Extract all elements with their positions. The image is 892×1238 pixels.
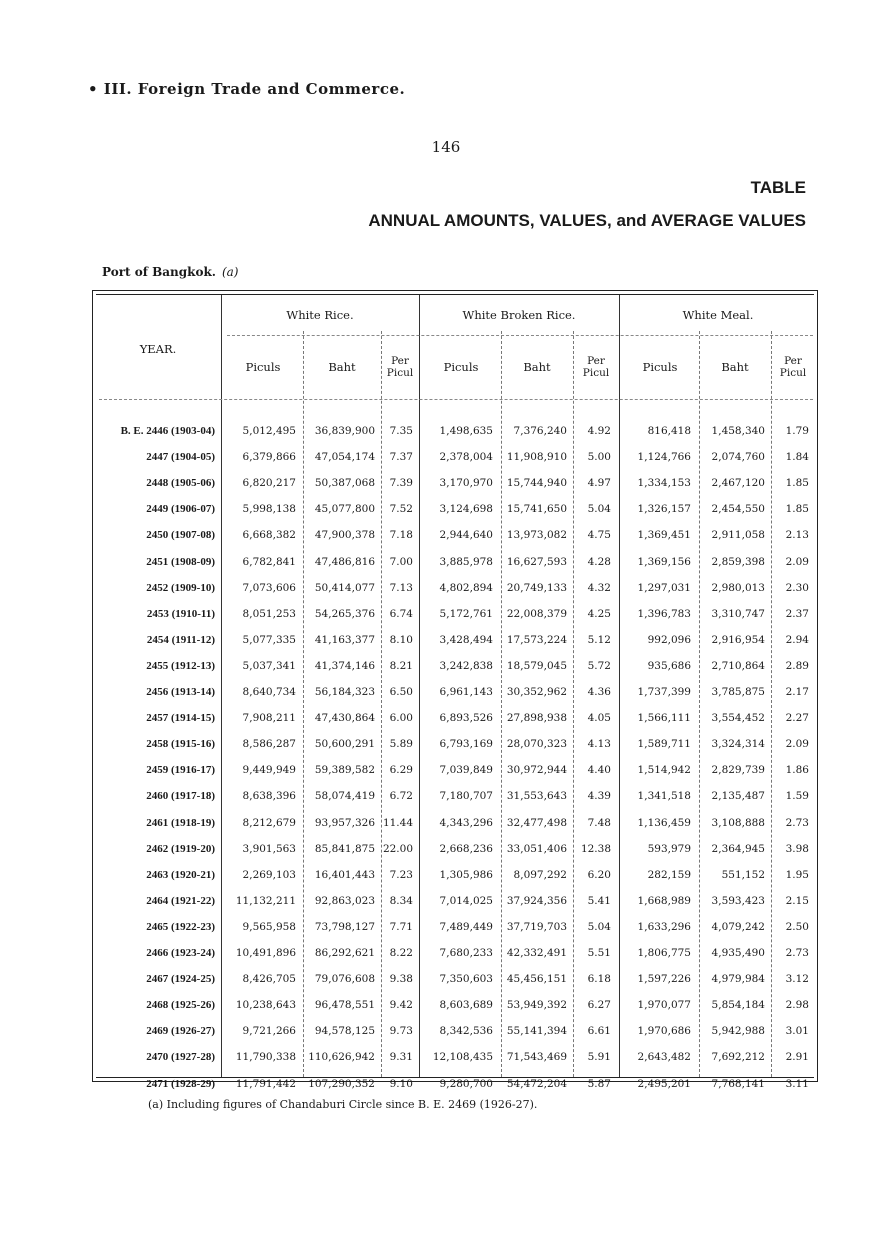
cell-rice-piculs: 9,565,958 [242, 920, 296, 933]
cell-rice-per-picul: 7.13 [389, 581, 413, 594]
cell-meal-piculs: 1,806,775 [637, 947, 691, 959]
cell-broken-per-picul: 5.87 [587, 1077, 611, 1090]
cell-meal-baht: 2,467,120 [711, 477, 765, 490]
sub-header-per-picul: Per Picul [386, 355, 414, 379]
cell-rice-per-picul: 5.89 [389, 738, 413, 751]
sub-header-baht: Baht [328, 360, 356, 374]
cell-meal-piculs: 816,418 [647, 425, 691, 437]
cell-broken-baht: 22,008,379 [506, 607, 567, 620]
cell-meal-piculs: 1,369,451 [637, 529, 691, 542]
cell-broken-baht: 7,376,240 [513, 425, 567, 437]
cell-meal-baht: 551,152 [721, 868, 765, 881]
cell-meal-piculs: 1,136,459 [637, 816, 691, 829]
cell-rice-baht: 92,863,023 [314, 894, 375, 907]
cell-broken-per-picul: 4.32 [587, 581, 611, 594]
cell-broken-per-picul: 4.92 [587, 425, 611, 437]
cell-rice-piculs: 8,426,705 [242, 973, 296, 986]
cell-broken-baht: 15,741,650 [506, 503, 567, 516]
cell-broken-piculs: 7,680,233 [439, 947, 493, 959]
cell-meal-piculs: 992,096 [647, 633, 691, 646]
row-year: 2470 (1927-28) [146, 1051, 215, 1064]
sub-header-per-picul: Per Picul [779, 355, 807, 379]
header-divider [227, 335, 813, 336]
cell-broken-per-picul: 4.39 [587, 790, 611, 803]
cell-rice-per-picul: 7.71 [389, 920, 413, 933]
cell-rice-baht: 50,600,291 [314, 738, 375, 751]
cell-meal-per-picul: 2.27 [785, 712, 809, 725]
cell-meal-piculs: 1,514,942 [637, 764, 691, 777]
row-year: 2460 (1917-18) [146, 790, 215, 803]
cell-broken-piculs: 3,242,838 [439, 659, 493, 672]
cell-meal-piculs: 282,159 [647, 868, 691, 881]
cell-broken-piculs: 5,172,761 [439, 607, 493, 620]
cell-broken-piculs: 2,944,640 [439, 529, 493, 542]
cell-broken-piculs: 4,802,894 [439, 581, 493, 594]
cell-broken-per-picul: 5.04 [587, 920, 611, 933]
cell-broken-baht: 42,332,491 [506, 947, 567, 959]
row-year: 2462 (1919-20) [146, 842, 215, 855]
cell-meal-per-picul: 3.11 [785, 1077, 809, 1090]
cell-rice-baht: 47,900,378 [314, 529, 375, 542]
cell-meal-per-picul: 2.13 [785, 529, 809, 542]
cell-meal-piculs: 1,369,156 [637, 555, 691, 568]
cell-meal-per-picul: 1.86 [785, 764, 809, 777]
cell-rice-per-picul: 8.34 [389, 894, 413, 907]
cell-rice-piculs: 5,012,495 [242, 425, 296, 437]
cell-rice-piculs: 10,491,896 [235, 947, 296, 959]
cell-rice-per-picul: 9.73 [389, 1025, 413, 1038]
sub-header-piculs: Piculs [642, 360, 678, 374]
cell-broken-per-picul: 6.18 [587, 973, 611, 986]
col-divider [699, 331, 700, 1077]
col-divider [303, 331, 304, 1077]
cell-broken-piculs: 6,961,143 [439, 686, 493, 698]
cell-rice-piculs: 10,238,643 [235, 999, 296, 1012]
cell-rice-piculs: 3,901,563 [242, 842, 296, 855]
row-year: 2447 (1904-05) [146, 451, 215, 464]
cell-broken-piculs: 6,793,169 [439, 738, 493, 751]
cell-broken-baht: 8,097,292 [513, 868, 567, 881]
cell-rice-per-picul: 6.50 [389, 686, 413, 698]
cell-broken-baht: 18,579,045 [506, 659, 567, 672]
cell-broken-piculs: 1,305,986 [439, 868, 493, 881]
cell-rice-per-picul: 7.39 [389, 477, 413, 490]
cell-broken-baht: 16,627,593 [506, 555, 567, 568]
cell-rice-baht: 47,054,174 [314, 451, 375, 464]
cell-rice-per-picul: 6.00 [389, 712, 413, 725]
sub-header-per-picul: Per Picul [582, 355, 610, 379]
cell-meal-piculs: 1,668,989 [637, 894, 691, 907]
cell-broken-per-picul: 4.25 [587, 607, 611, 620]
cell-meal-piculs: 1,737,399 [637, 686, 691, 698]
cell-meal-per-picul: 2.30 [785, 581, 809, 594]
cell-meal-piculs: 1,597,226 [637, 973, 691, 986]
cell-rice-baht: 41,374,146 [314, 659, 375, 672]
cell-broken-per-picul: 6.61 [587, 1025, 611, 1038]
cell-meal-per-picul: 2.17 [785, 686, 809, 698]
group-header-white-meal: White Meal. [682, 308, 754, 322]
cell-broken-piculs: 8,603,689 [439, 999, 493, 1012]
cell-rice-piculs: 8,640,734 [242, 686, 296, 698]
cell-rice-piculs: 9,449,949 [242, 764, 296, 777]
col-divider [619, 295, 620, 1077]
cell-meal-baht: 3,785,875 [711, 686, 765, 698]
cell-broken-piculs: 2,378,004 [439, 451, 493, 464]
cell-meal-baht: 3,593,423 [711, 894, 765, 907]
sub-header-piculs: Piculs [443, 360, 479, 374]
table-label: TABLE [750, 178, 806, 197]
row-year: 2448 (1905-06) [146, 477, 215, 490]
port-name: Port of Bangkok. [102, 265, 216, 279]
cell-broken-per-picul: 4.40 [587, 764, 611, 777]
cell-meal-piculs: 1,589,711 [637, 738, 691, 751]
cell-rice-piculs: 8,638,396 [242, 790, 296, 803]
cell-meal-per-picul: 2.94 [785, 633, 809, 646]
row-year: 2450 (1907-08) [146, 529, 215, 542]
cell-broken-baht: 71,543,469 [506, 1051, 567, 1064]
cell-broken-per-picul: 7.48 [587, 816, 611, 829]
row-year: 2449 (1906-07) [146, 503, 215, 516]
cell-meal-baht: 2,710,864 [711, 659, 765, 672]
cell-broken-per-picul: 4.05 [587, 712, 611, 725]
cell-rice-per-picul: 7.18 [389, 529, 413, 542]
cell-rice-per-picul: 7.23 [389, 868, 413, 881]
cell-meal-per-picul: 2.09 [785, 555, 809, 568]
row-year: 2465 (1922-23) [146, 920, 215, 933]
row-year: 2468 (1925-26) [146, 999, 215, 1012]
cell-rice-baht: 94,578,125 [314, 1025, 375, 1038]
row-year: 2461 (1918-19) [146, 816, 215, 829]
cell-meal-baht: 4,079,242 [711, 920, 765, 933]
cell-broken-baht: 31,553,643 [506, 790, 567, 803]
cell-meal-per-picul: 1.84 [785, 451, 809, 464]
cell-meal-baht: 2,074,760 [711, 451, 765, 464]
cell-meal-baht: 2,916,954 [711, 633, 765, 646]
cell-meal-baht: 2,829,739 [711, 764, 765, 777]
cell-meal-per-picul: 3.12 [785, 973, 809, 986]
cell-rice-piculs: 6,668,382 [242, 529, 296, 542]
port-note: (a) [221, 265, 239, 279]
cell-meal-per-picul: 2.89 [785, 659, 809, 672]
row-year: 2459 (1916-17) [146, 764, 215, 777]
cell-meal-per-picul: 1.85 [785, 477, 809, 490]
cell-broken-per-picul: 5.51 [587, 947, 611, 959]
col-divider [501, 331, 502, 1077]
row-year: 2456 (1913-14) [146, 686, 215, 698]
cell-rice-per-picul: 8.21 [389, 659, 413, 672]
cell-broken-baht: 20,749,133 [506, 581, 567, 594]
row-year: 2464 (1921-22) [146, 894, 215, 907]
cell-meal-piculs: 1,970,077 [637, 999, 691, 1012]
cell-rice-baht: 47,430,864 [314, 712, 375, 725]
cell-broken-per-picul: 4.36 [587, 686, 611, 698]
year-header: YEAR. [139, 342, 177, 356]
header-divider [99, 399, 813, 400]
cell-meal-per-picul: 1.95 [785, 868, 809, 881]
cell-meal-piculs: 2,495,201 [637, 1077, 691, 1090]
col-divider [419, 295, 420, 1077]
cell-rice-baht: 58,074,419 [314, 790, 375, 803]
cell-meal-per-picul: 2.91 [785, 1051, 809, 1064]
cell-meal-baht: 7,768,141 [711, 1077, 765, 1090]
cell-meal-piculs: 1,633,296 [637, 920, 691, 933]
cell-broken-piculs: 3,124,698 [439, 503, 493, 516]
cell-rice-per-picul: 11.44 [382, 816, 413, 829]
col-divider [221, 295, 222, 1077]
cell-meal-per-picul: 3.01 [785, 1025, 809, 1038]
cell-broken-per-picul: 4.28 [587, 555, 611, 568]
cell-meal-baht: 3,554,452 [711, 712, 765, 725]
cell-meal-baht: 2,859,398 [711, 555, 765, 568]
cell-rice-piculs: 7,908,211 [242, 712, 296, 725]
cell-rice-per-picul: 7.00 [389, 555, 413, 568]
cell-broken-baht: 37,719,703 [506, 920, 567, 933]
cell-broken-baht: 30,352,962 [506, 686, 567, 698]
cell-rice-baht: 110,626,942 [308, 1051, 375, 1064]
cell-rice-per-picul: 7.37 [389, 451, 413, 464]
cell-rice-baht: 50,387,068 [314, 477, 375, 490]
cell-rice-piculs: 5,998,138 [242, 503, 296, 516]
cell-broken-piculs: 3,428,494 [439, 633, 493, 646]
sub-header-piculs: Piculs [245, 360, 281, 374]
cell-meal-baht: 3,324,314 [711, 738, 765, 751]
cell-rice-baht: 96,478,551 [314, 999, 375, 1012]
cell-rice-baht: 93,957,326 [314, 816, 375, 829]
cell-meal-per-picul: 2.15 [785, 894, 809, 907]
cell-broken-piculs: 6,893,526 [439, 712, 493, 725]
cell-meal-piculs: 1,396,783 [637, 607, 691, 620]
cell-broken-baht: 37,924,356 [506, 894, 567, 907]
cell-broken-piculs: 3,170,970 [439, 477, 493, 490]
group-header-white-rice: White Rice. [286, 308, 354, 322]
cell-broken-piculs: 7,014,025 [439, 894, 493, 907]
cell-broken-per-picul: 6.27 [587, 999, 611, 1012]
row-year: 2454 (1911-12) [146, 633, 215, 646]
row-year: 2467 (1924-25) [146, 973, 215, 986]
cell-rice-baht: 85,841,875 [314, 842, 375, 855]
cell-broken-baht: 17,573,224 [506, 633, 567, 646]
cell-broken-per-picul: 5.12 [587, 633, 611, 646]
cell-meal-piculs: 935,686 [647, 659, 691, 672]
cell-meal-baht: 2,454,550 [711, 503, 765, 516]
row-year: 2455 (1912-13) [146, 659, 215, 672]
cell-meal-baht: 2,980,013 [711, 581, 765, 594]
cell-broken-piculs: 7,350,603 [439, 973, 493, 986]
col-divider [573, 331, 574, 1077]
cell-meal-baht: 1,458,340 [711, 425, 765, 437]
section-title: • III. Foreign Trade and Commerce. [88, 80, 406, 98]
cell-meal-per-picul: 1.79 [785, 425, 809, 437]
cell-meal-piculs: 1,297,031 [637, 581, 691, 594]
cell-meal-piculs: 593,979 [647, 842, 691, 855]
cell-broken-piculs: 7,180,707 [439, 790, 493, 803]
cell-broken-baht: 55,141,394 [506, 1025, 567, 1038]
footnote: (a) Including figures of Chandaburi Circle since B. E. 2469 (1926-27). [148, 1098, 538, 1111]
cell-broken-per-picul: 5.41 [587, 894, 611, 907]
cell-meal-baht: 2,911,058 [711, 529, 765, 542]
cell-broken-piculs: 12,108,435 [432, 1051, 493, 1064]
col-divider [381, 331, 382, 1077]
cell-meal-baht: 7,692,212 [711, 1051, 765, 1064]
cell-rice-per-picul: 6.72 [389, 790, 413, 803]
cell-rice-piculs: 6,820,217 [242, 477, 296, 490]
sub-header-baht: Baht [721, 360, 749, 374]
row-year: 2466 (1923-24) [146, 947, 215, 959]
cell-meal-per-picul: 2.98 [785, 999, 809, 1012]
cell-meal-baht: 2,135,487 [711, 790, 765, 803]
cell-broken-baht: 30,972,944 [506, 764, 567, 777]
cell-meal-piculs: 1,326,157 [637, 503, 691, 516]
cell-meal-baht: 5,942,988 [711, 1025, 765, 1038]
cell-broken-piculs: 3,885,978 [439, 555, 493, 568]
cell-rice-per-picul: 6.29 [389, 764, 413, 777]
group-header-white-broken-rice: White Broken Rice. [462, 308, 576, 322]
cell-meal-baht: 5,854,184 [711, 999, 765, 1012]
cell-meal-baht: 2,364,945 [711, 842, 765, 855]
cell-rice-piculs: 6,782,841 [242, 555, 296, 568]
sub-header-baht: Baht [523, 360, 551, 374]
port-label [102, 265, 238, 279]
cell-rice-piculs: 8,212,679 [242, 816, 296, 829]
cell-meal-piculs: 1,970,686 [637, 1025, 691, 1038]
cell-rice-piculs: 11,790,338 [235, 1051, 296, 1064]
cell-meal-per-picul: 2.37 [785, 607, 809, 620]
cell-broken-per-picul: 6.20 [587, 868, 611, 881]
trade-table [92, 290, 818, 1090]
cell-broken-per-picul: 4.97 [587, 477, 611, 490]
cell-broken-per-picul: 12.38 [580, 842, 611, 855]
cell-broken-per-picul: 4.13 [587, 738, 611, 751]
cell-broken-baht: 45,456,151 [506, 973, 567, 986]
cell-rice-baht: 47,486,816 [314, 555, 375, 568]
cell-rice-baht: 45,077,800 [314, 503, 375, 516]
cell-broken-per-picul: 4.75 [587, 529, 611, 542]
cell-rice-baht: 107,290,352 [308, 1077, 375, 1090]
cell-rice-piculs: 9,721,266 [242, 1025, 296, 1038]
cell-rice-per-picul: 7.52 [389, 503, 413, 516]
cell-rice-per-picul: 9.10 [389, 1077, 413, 1090]
cell-rice-baht: 16,401,443 [314, 868, 375, 881]
cell-broken-baht: 33,051,406 [506, 842, 567, 855]
cell-broken-piculs: 1,498,635 [439, 425, 493, 437]
cell-meal-baht: 3,108,888 [711, 816, 765, 829]
cell-meal-piculs: 1,341,518 [637, 790, 691, 803]
cell-meal-baht: 4,935,490 [711, 947, 765, 959]
row-year: 2457 (1914-15) [146, 712, 215, 725]
cell-meal-baht: 4,979,984 [711, 973, 765, 986]
cell-rice-per-picul: 7.35 [389, 425, 413, 437]
cell-broken-baht: 13,973,082 [506, 529, 567, 542]
cell-broken-baht: 28,070,323 [506, 738, 567, 751]
cell-rice-piculs: 11,791,442 [235, 1077, 296, 1090]
cell-meal-per-picul: 2.50 [785, 920, 809, 933]
cell-meal-piculs: 1,566,111 [637, 712, 691, 725]
cell-broken-piculs: 7,489,449 [439, 920, 493, 933]
cell-rice-baht: 54,265,376 [314, 607, 375, 620]
cell-rice-baht: 56,184,323 [314, 686, 375, 698]
cell-broken-per-picul: 5.04 [587, 503, 611, 516]
table-title: ANNUAL AMOUNTS, VALUES, and AVERAGE VALUES [368, 211, 806, 230]
cell-rice-piculs: 5,077,335 [242, 633, 296, 646]
cell-broken-piculs: 7,039,849 [439, 764, 493, 777]
cell-broken-piculs: 9,280,700 [439, 1077, 493, 1090]
cell-meal-per-picul: 1.85 [785, 503, 809, 516]
cell-rice-piculs: 5,037,341 [242, 659, 296, 672]
cell-broken-piculs: 2,668,236 [439, 842, 493, 855]
cell-broken-per-picul: 5.00 [587, 451, 611, 464]
cell-rice-baht: 41,163,377 [314, 633, 375, 646]
cell-rice-per-picul: 9.31 [389, 1051, 413, 1064]
cell-rice-piculs: 2,269,103 [242, 868, 296, 881]
cell-rice-piculs: 7,073,606 [242, 581, 296, 594]
cell-rice-baht: 86,292,621 [314, 947, 375, 959]
cell-broken-baht: 27,898,938 [506, 712, 567, 725]
row-year: 2463 (1920-21) [146, 868, 215, 881]
cell-broken-per-picul: 5.72 [587, 659, 611, 672]
cell-rice-piculs: 6,379,866 [242, 451, 296, 464]
row-year: B. E. 2446 (1903-04) [120, 425, 215, 437]
cell-rice-piculs: 8,051,253 [242, 607, 296, 620]
cell-rice-baht: 36,839,900 [314, 425, 375, 437]
cell-meal-per-picul: 1.59 [785, 790, 809, 803]
row-year: 2453 (1910-11) [146, 607, 215, 620]
cell-rice-per-picul: 22.00 [382, 842, 413, 855]
cell-rice-piculs: 11,132,211 [235, 894, 296, 907]
cell-broken-baht: 54,472,204 [506, 1077, 567, 1090]
col-divider [771, 331, 772, 1077]
cell-meal-per-picul: 2.73 [785, 947, 809, 959]
row-year: 2452 (1909-10) [146, 581, 215, 594]
cell-rice-per-picul: 9.38 [389, 973, 413, 986]
cell-meal-per-picul: 2.09 [785, 738, 809, 751]
cell-broken-per-picul: 5.91 [587, 1051, 611, 1064]
row-year: 2451 (1908-09) [146, 555, 215, 568]
cell-rice-per-picul: 8.22 [389, 947, 413, 959]
row-year: 2471 (1928-29) [146, 1077, 215, 1090]
cell-meal-piculs: 1,334,153 [637, 477, 691, 490]
cell-rice-baht: 73,798,127 [314, 920, 375, 933]
cell-rice-per-picul: 9.42 [389, 999, 413, 1012]
page-number: 146 [431, 138, 461, 156]
cell-broken-baht: 53,949,392 [506, 999, 567, 1012]
cell-broken-piculs: 4,343,296 [439, 816, 493, 829]
cell-rice-per-picul: 6.74 [389, 607, 413, 620]
cell-broken-piculs: 8,342,536 [439, 1025, 493, 1038]
cell-meal-per-picul: 3.98 [785, 842, 809, 855]
cell-meal-baht: 3,310,747 [711, 607, 765, 620]
row-year: 2458 (1915-16) [146, 738, 215, 751]
cell-rice-baht: 50,414,077 [314, 581, 375, 594]
row-year: 2469 (1926-27) [146, 1025, 215, 1038]
cell-rice-baht: 79,076,608 [314, 973, 375, 986]
cell-broken-baht: 32,477,498 [506, 816, 567, 829]
cell-rice-baht: 59,389,582 [314, 764, 375, 777]
cell-rice-per-picul: 8.10 [389, 633, 413, 646]
cell-rice-piculs: 8,586,287 [242, 738, 296, 751]
cell-meal-piculs: 1,124,766 [637, 451, 691, 464]
cell-broken-baht: 15,744,940 [506, 477, 567, 490]
cell-meal-piculs: 2,643,482 [637, 1051, 691, 1064]
cell-meal-per-picul: 2.73 [785, 816, 809, 829]
cell-broken-baht: 11,908,910 [506, 451, 567, 464]
